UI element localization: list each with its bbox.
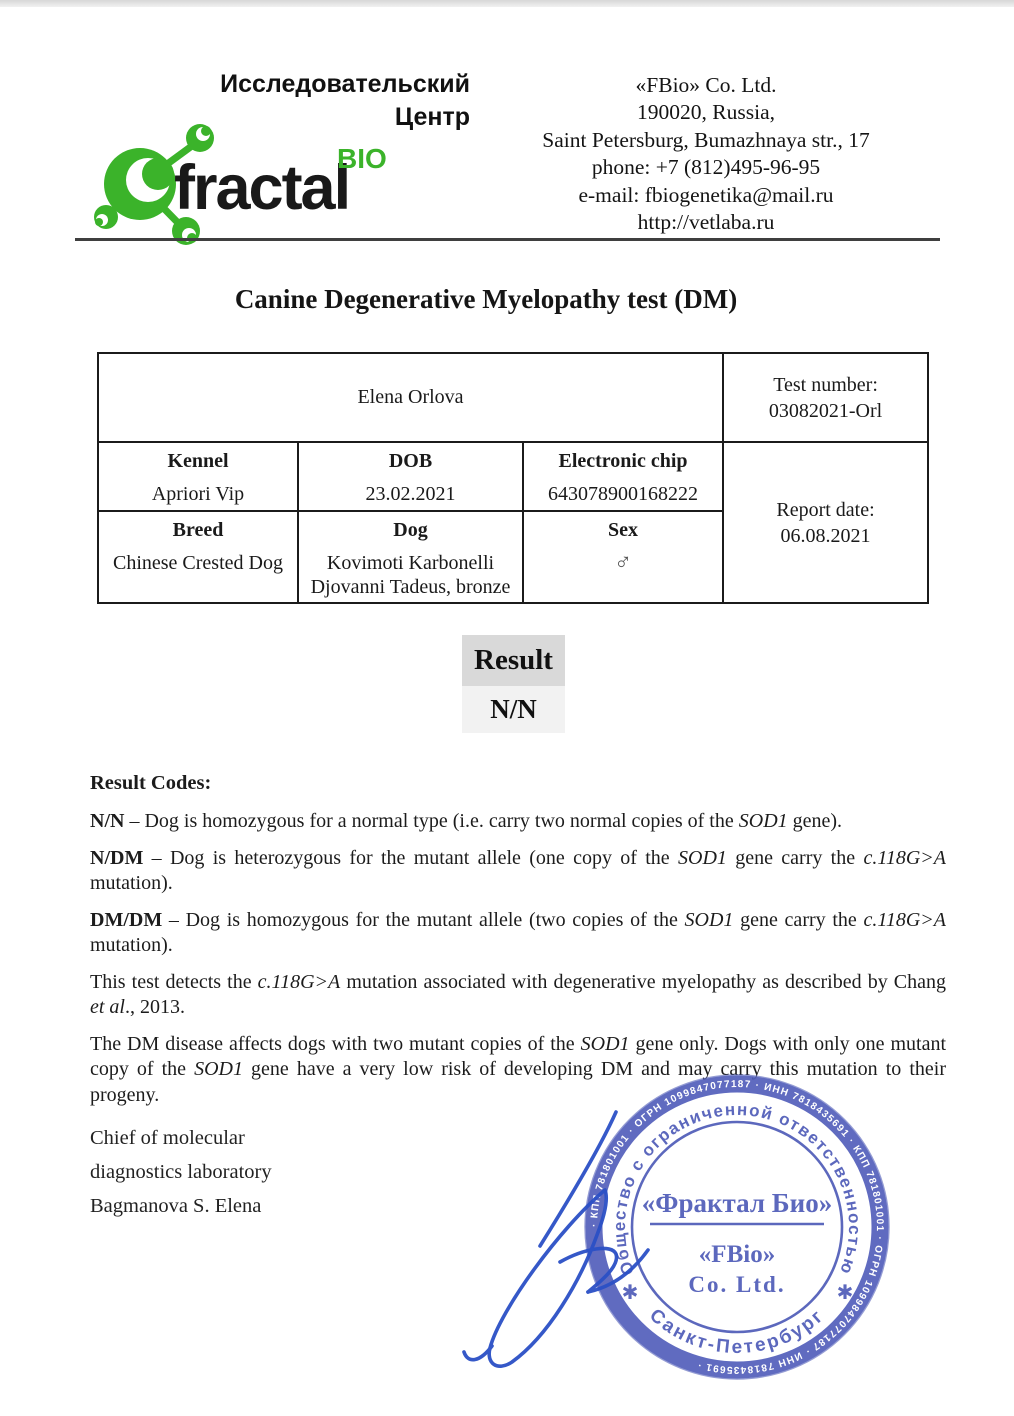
- dob-value: 23.02.2021: [365, 483, 456, 505]
- result-code-paragraph: The DM disease affects dogs with two mutant copies of the SOD1 gene only. Dogs with only one mutant copy of the SOD1 gene have a very low risk of developing DM and may carry this mutation to their progeny.: [90, 1032, 946, 1106]
- company-address: [498, 72, 914, 236]
- result-code-paragraph: This test detects the c.118G>A mutation associated with degenerative myelopathy as described by Chang et al., 2013.: [90, 970, 947, 1018]
- signoff-line: Bagmanova S. Elena: [90, 1195, 262, 1217]
- stamp-center-coltd: Co. Ltd.: [688, 1272, 786, 1297]
- kennel-label: Kennel: [167, 450, 229, 472]
- address-line: phone: +7 (812)495-96-95: [591, 155, 821, 180]
- test-number-cell: [723, 353, 928, 442]
- report-date-value: 06.08.2021: [780, 524, 871, 547]
- stamp-arc-top: Общество с ограниченной ответственностью: [609, 1099, 865, 1278]
- address-line: Saint Petersburg, Bumazhnaya str., 17: [542, 127, 870, 152]
- report-date-label: Report date:: [776, 498, 875, 521]
- report-date-cell: [723, 442, 928, 603]
- stamp-seal: [585, 1075, 889, 1379]
- scan-edge-strip: [0, 0, 1014, 7]
- address-line: 190020, Russia,: [637, 100, 775, 125]
- kennel-cell: [98, 442, 298, 511]
- dog-info-table: [97, 352, 929, 604]
- stamp-center-company-ru: «Фрактал Био»: [641, 1188, 833, 1218]
- result-code-paragraph: N/N – Dog is homozygous for a normal type (i.e. carry two normal copies of the SOD1 gene).: [90, 810, 843, 832]
- result-code-paragraph: DM/DM – Dog is homozygous for the mutant allele (two copies of the SOD1 gene carry the c.118G>A mutation).: [90, 908, 946, 956]
- breed-cell: [98, 511, 298, 603]
- address-line: http://vetlaba.ru: [637, 210, 775, 235]
- result-label: Result: [462, 635, 565, 686]
- chip-value: 643078900168222: [548, 483, 699, 505]
- dog-value: Kovimoti Karbonelli Djovanni Tadeus, bronze: [310, 552, 511, 598]
- dog-label: Dog: [393, 519, 428, 541]
- owner-name: Elena Orlova: [357, 386, 464, 408]
- result-code-paragraph: N/DM – Dog is heterozygous for the mutant allele (one copy of the SOD1 gene carry the c.118G>A mutation).: [90, 846, 946, 894]
- address-line: «FBio» Co. Ltd.: [635, 73, 777, 97]
- test-number-label: Test number:: [773, 373, 878, 396]
- breed-value: Chinese Crested Dog: [113, 552, 283, 574]
- stamp-star-left-icon: ✱: [621, 1282, 639, 1304]
- dob-cell: [298, 442, 523, 511]
- logo-bio-superscript: BIO: [337, 143, 387, 174]
- result-codes-heading: Result Codes:: [90, 772, 212, 794]
- chip-label: Electronic chip: [558, 450, 688, 472]
- dob-label: DOB: [388, 450, 433, 472]
- logo-wordmark: fractal: [174, 153, 350, 223]
- stamp-star-right-icon: ✱: [836, 1282, 854, 1304]
- owner-cell: [98, 353, 723, 442]
- sex-value: ♂: [614, 550, 633, 576]
- stamp-center-company-en: «FBio»: [698, 1241, 776, 1268]
- breed-label: Breed: [172, 519, 224, 541]
- stamp-ring-numbers: · КПП 781801001 · ОГРН 1099847077187 · ИНН 7818435691 · КПП 781801001 · ОГРН 1099847077187 · ИНН 7818435691 ·: [588, 1078, 886, 1376]
- dog-name-cell: [298, 511, 523, 603]
- signoff-line: diagnostics laboratory: [90, 1161, 272, 1183]
- test-number-value: 03082021-Orl: [768, 399, 883, 422]
- company-stamp: [440, 1055, 900, 1405]
- signoff-line: Chief of molecular: [90, 1127, 245, 1149]
- chip-cell: [523, 442, 723, 511]
- result-value: N/N: [462, 686, 565, 733]
- address-line: e-mail: fbiogenetika@mail.ru: [578, 182, 834, 207]
- fractalbio-logo: [90, 112, 400, 252]
- org-title-line2: Центр: [394, 103, 470, 131]
- sex-cell: [523, 511, 723, 603]
- header-divider: [75, 238, 940, 241]
- sex-label: Sex: [608, 519, 639, 541]
- document-title: Canine Degenerative Myelopathy test (DM): [234, 284, 738, 314]
- kennel-value: Apriori Vip: [151, 483, 245, 505]
- org-title-line1: Исследовательский: [220, 70, 470, 98]
- signoff-block: [90, 1128, 272, 1230]
- result-box: [462, 635, 565, 733]
- stamp-arc-bottom: Санкт-Петербург: [645, 1304, 829, 1359]
